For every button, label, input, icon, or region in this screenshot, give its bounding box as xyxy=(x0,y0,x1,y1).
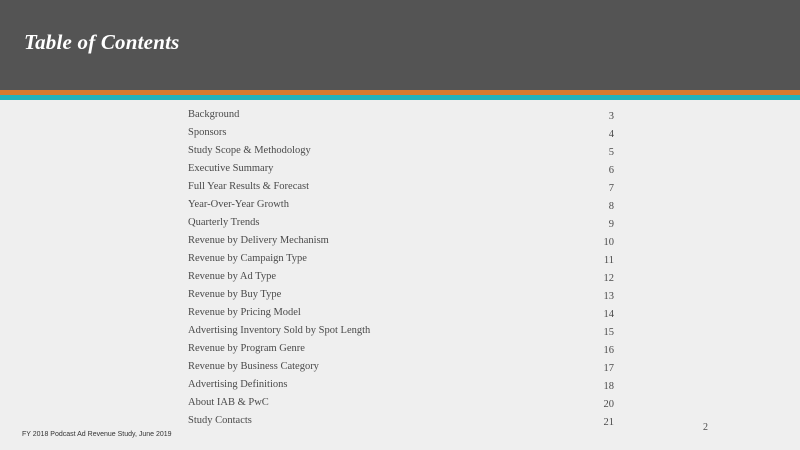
toc-entry-label: Revenue by Buy Type xyxy=(188,289,282,300)
toc-entry[interactable] xyxy=(188,232,614,250)
toc-entry[interactable] xyxy=(188,124,614,142)
toc-entry-page: 13 xyxy=(603,291,614,302)
toc-entry-label: Advertising Inventory Sold by Spot Length xyxy=(188,325,371,336)
toc-entry-label: Advertising Definitions xyxy=(188,379,288,390)
toc-entry[interactable] xyxy=(188,358,614,376)
toc-entry-label: Study Contacts xyxy=(188,415,252,426)
toc-entry[interactable] xyxy=(188,394,614,412)
toc-entry-page: 17 xyxy=(603,363,614,374)
toc-entry-page: 8 xyxy=(608,201,614,212)
toc-entry-page: 9 xyxy=(608,219,614,230)
table-of-contents xyxy=(188,106,614,430)
toc-entry-label: Executive Summary xyxy=(188,163,274,174)
toc-entry-label: Revenue by Delivery Mechanism xyxy=(188,235,329,246)
toc-entry-label: Sponsors xyxy=(188,127,227,138)
toc-entry[interactable] xyxy=(188,250,614,268)
toc-entry-label: Revenue by Business Category xyxy=(188,361,319,372)
toc-entry-page: 10 xyxy=(603,237,614,248)
header-bar xyxy=(0,0,800,90)
toc-entry-page: 7 xyxy=(608,183,614,194)
toc-entry[interactable] xyxy=(188,322,614,340)
toc-entry[interactable] xyxy=(188,142,614,160)
toc-entry-page: 20 xyxy=(603,399,614,410)
toc-entry[interactable] xyxy=(188,106,614,124)
footer-text: FY 2018 Podcast Ad Revenue Study, June 2019 xyxy=(22,431,172,438)
toc-entry-page: 16 xyxy=(603,345,614,356)
slide-page-number: 2 xyxy=(703,422,708,433)
toc-entry[interactable] xyxy=(188,412,614,430)
toc-entry-page: 21 xyxy=(603,417,614,428)
teal-accent-stripe xyxy=(0,95,800,100)
toc-entry-label: Revenue by Ad Type xyxy=(188,271,277,282)
toc-entry-label: Full Year Results & Forecast xyxy=(188,181,310,192)
toc-entry-page: 6 xyxy=(608,165,614,176)
toc-entry[interactable] xyxy=(188,160,614,178)
toc-entry-page: 4 xyxy=(608,129,614,140)
toc-entry[interactable] xyxy=(188,286,614,304)
toc-entry-label: Quarterly Trends xyxy=(188,217,260,228)
toc-entry-page: 18 xyxy=(603,381,614,392)
toc-entry-label: About IAB & PwC xyxy=(188,397,269,408)
toc-entry-page: 11 xyxy=(603,255,614,266)
toc-entry-page: 14 xyxy=(603,309,614,320)
toc-entry-page: 5 xyxy=(608,147,614,158)
toc-entry-label: Revenue by Program Genre xyxy=(188,343,305,354)
toc-entry[interactable] xyxy=(188,196,614,214)
toc-entry[interactable] xyxy=(188,376,614,394)
toc-entry[interactable] xyxy=(188,268,614,286)
toc-entry-label: Revenue by Campaign Type xyxy=(188,253,307,264)
toc-entry-page: 12 xyxy=(603,273,614,284)
toc-entry[interactable] xyxy=(188,304,614,322)
toc-entry[interactable] xyxy=(188,178,614,196)
toc-entry-label: Study Scope & Methodology xyxy=(188,145,311,156)
toc-entry-label: Background xyxy=(188,109,240,120)
toc-entry[interactable] xyxy=(188,214,614,232)
toc-entry-page: 3 xyxy=(608,111,614,122)
page-title: Table of Contents xyxy=(24,30,180,54)
toc-entry-label: Year-Over-Year Growth xyxy=(188,199,289,210)
toc-entry[interactable] xyxy=(188,340,614,358)
toc-entry-page: 15 xyxy=(603,327,614,338)
toc-entry-label: Revenue by Pricing Model xyxy=(188,307,301,318)
